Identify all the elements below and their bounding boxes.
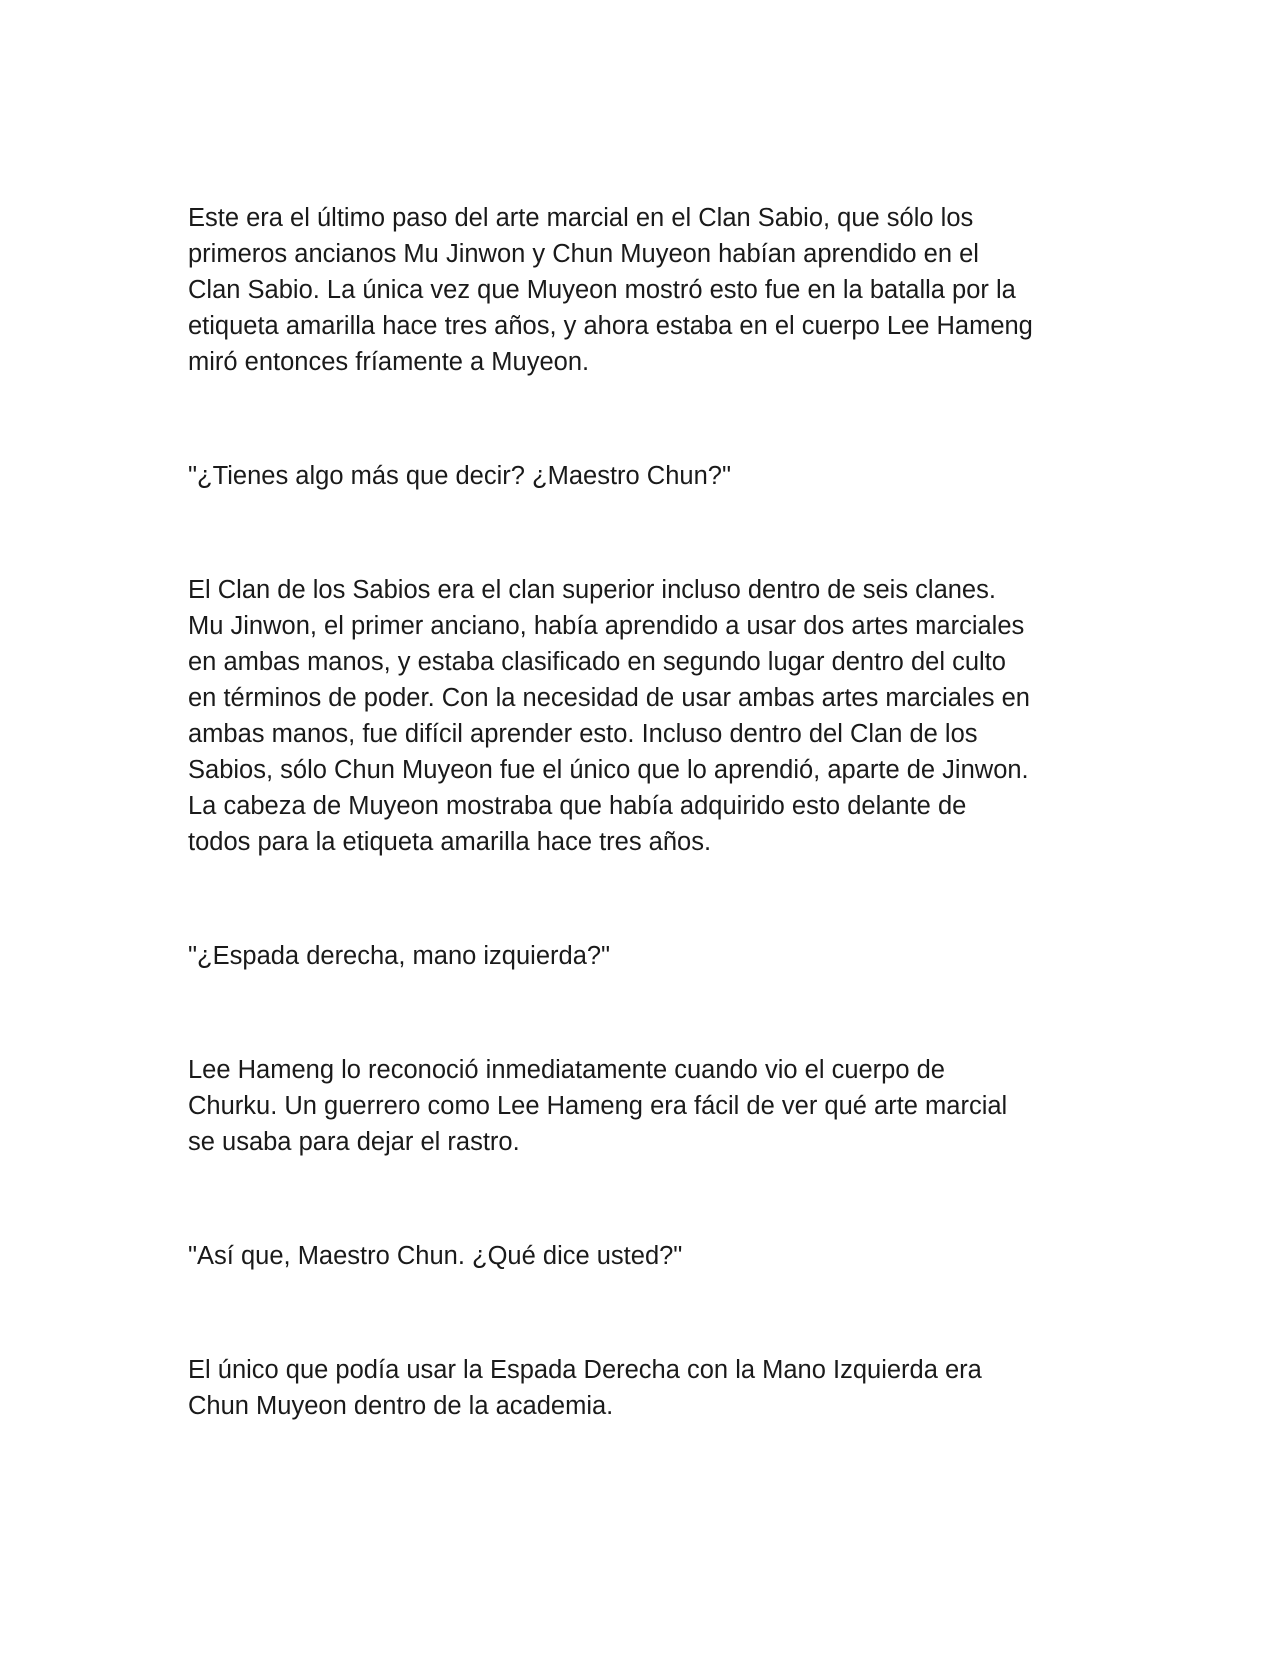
paragraph-line: La cabeza de Muyeon mostraba que había adquirido esto delante de <box>188 792 967 820</box>
paragraph-line: Lee Hameng lo reconoció inmediatamente cuando vio el cuerpo de <box>188 1056 945 1084</box>
paragraph-4 <box>188 1352 1100 1424</box>
paragraph-line: todos para la etiqueta amarilla hace tres años. <box>188 828 712 856</box>
paragraph-line: "¿Tienes algo más que decir? ¿Maestro Chun?" <box>188 462 731 490</box>
dialogue-3 <box>188 1238 1100 1274</box>
paragraph-gap <box>188 860 1100 938</box>
paragraph-line: se usaba para dejar el rastro. <box>188 1128 520 1156</box>
paragraph-line: Mu Jinwon, el primer anciano, había aprendido a usar dos artes marciales <box>188 612 1025 640</box>
paragraph-line: El Clan de los Sabios era el clan superior incluso dentro de seis clanes. <box>188 576 996 604</box>
paragraph-line: Clan Sabio. La única vez que Muyeon mostró esto fue en la batalla por la <box>188 276 1016 304</box>
paragraph-gap <box>188 1274 1100 1352</box>
paragraph-line: Este era el último paso del arte marcial en el Clan Sabio, que sólo los <box>188 204 974 232</box>
paragraph-line: "¿Espada derecha, mano izquierda?" <box>188 942 611 970</box>
paragraph-3 <box>188 1052 1100 1160</box>
paragraph-line: ambas manos, fue difícil aprender esto. Incluso dentro del Clan de los <box>188 720 978 748</box>
paragraph-line: Churku. Un guerrero como Lee Hameng era fácil de ver qué arte marcial <box>188 1092 1008 1120</box>
paragraph-line: etiqueta amarilla hace tres años, y ahora estaba en el cuerpo Lee Hameng <box>188 312 1033 340</box>
paragraph-gap <box>188 1160 1100 1238</box>
paragraph-1 <box>188 200 1100 380</box>
paragraph-line: Chun Muyeon dentro de la academia. <box>188 1392 614 1420</box>
paragraph-line: Sabios, sólo Chun Muyeon fue el único que lo aprendió, aparte de Jinwon. <box>188 756 1029 784</box>
paragraph-line: "Así que, Maestro Chun. ¿Qué dice usted?" <box>188 1242 683 1270</box>
paragraph-line: miró entonces fríamente a Muyeon. <box>188 348 590 376</box>
paragraph-gap <box>188 974 1100 1052</box>
dialogue-2 <box>188 938 1100 974</box>
paragraph-gap <box>188 494 1100 572</box>
paragraph-line: en ambas manos, y estaba clasificado en segundo lugar dentro del culto <box>188 648 1006 676</box>
paragraph-2 <box>188 572 1100 860</box>
paragraph-line: primeros ancianos Mu Jinwon y Chun Muyeon habían aprendido en el <box>188 240 979 268</box>
paragraph-line: en términos de poder. Con la necesidad de usar ambas artes marciales en <box>188 684 1030 712</box>
dialogue-1 <box>188 458 1100 494</box>
paragraph-gap <box>188 380 1100 458</box>
paragraph-line: El único que podía usar la Espada Derecha con la Mano Izquierda era <box>188 1356 982 1384</box>
